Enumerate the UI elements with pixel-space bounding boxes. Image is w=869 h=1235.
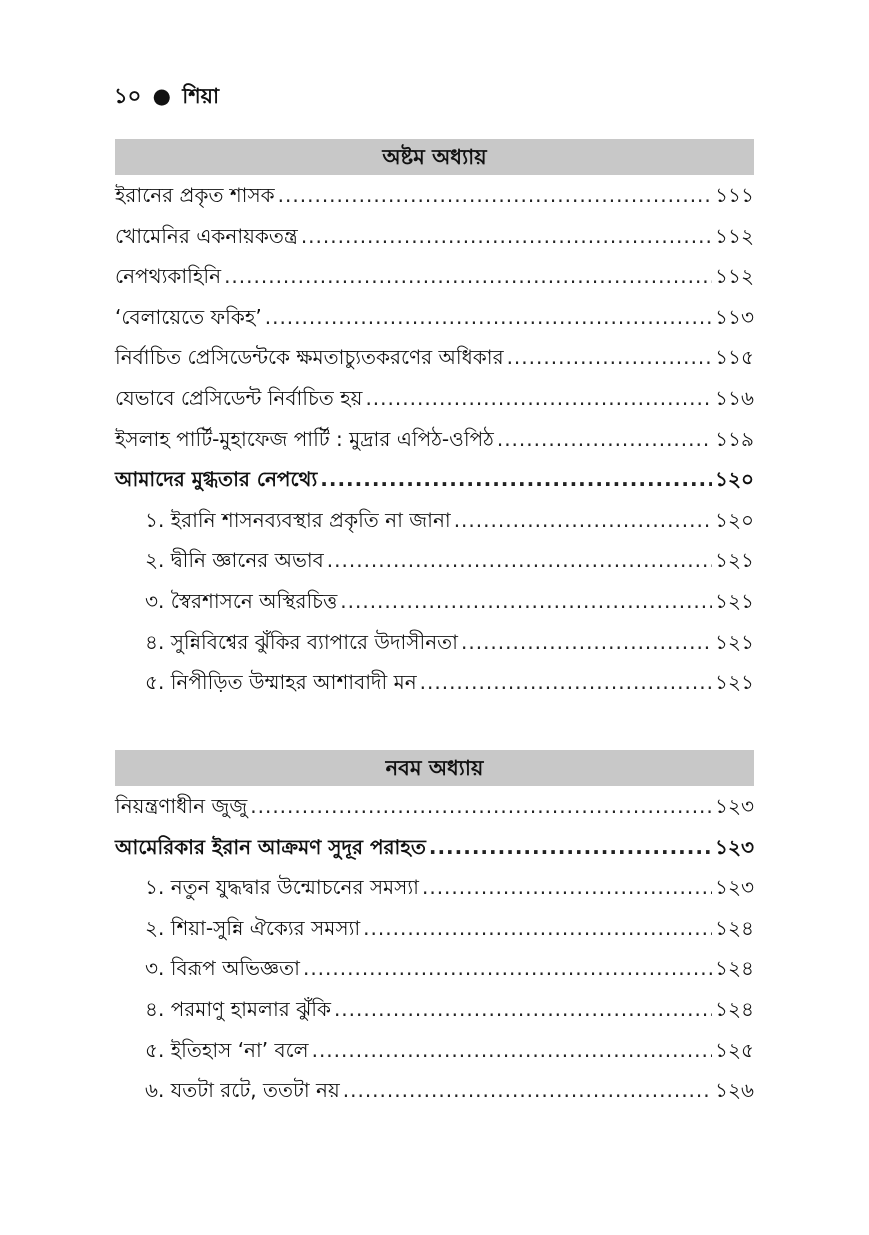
toc-entry [115,786,754,827]
toc-entry [115,256,754,297]
dot-leader [461,622,712,663]
toc-entry [115,297,754,338]
toc-entry-page: ১১৩ [715,304,754,329]
toc-entry-page: ১২৪ [715,915,754,940]
page-number: ১০ [114,84,142,108]
dot-leader [250,786,712,827]
toc-entry-title: আমাদের মুগ্ধতার নেপথ্যে [115,467,318,492]
toc-entry-title: ১. ইরানি শাসনব্যবস্থার প্রকৃতি না জানা [145,507,451,532]
toc-entry [115,216,754,257]
toc-entry-title: ২. শিয়া-সুন্নি ঐক্যের সমস্যা [145,915,361,940]
dot-leader [327,540,712,581]
chapter-9-section [115,750,754,1111]
toc-entry [115,1030,754,1071]
bullet-separator: ● [152,84,171,108]
toc-list [115,786,754,1111]
toc-entry [115,662,754,703]
toc-entry [115,581,754,622]
toc-entry-title: ৫. ইতিহাস ‘না’ বলে [145,1037,309,1062]
dot-leader [303,948,712,989]
toc-entry-page: ১১২ [715,264,754,289]
toc-entry [115,419,754,460]
toc-entry [115,622,754,663]
toc-entry-page: ১২০ [715,507,754,532]
chapter-8-section [115,139,754,703]
toc-entry [115,827,754,868]
toc-entry-page: ১২১ [715,670,754,695]
toc-entry-title: ৬. যতটা রটে, ততটা নয় [145,1078,340,1103]
toc-entry [115,337,754,378]
dot-leader [312,1030,712,1071]
toc-entry-title: নিয়ন্ত্রণাধীন জুজু [115,794,248,818]
toc-entry-title: যেভাবে প্রেসিডেন্ট নির্বাচিত হয় [115,385,363,410]
toc-entry-page: ১২১ [715,588,754,613]
dot-leader [429,827,712,868]
toc-entry-title: আমেরিকার ইরান আক্রমণ সুদূর পরাহত [115,834,426,859]
toc-entry [115,175,754,216]
toc-entry-title: ইসলাহ পার্টি-মুহাফেজ পার্টি : মুদ্রার এপিঠ-ওপিঠ [115,426,494,451]
toc-entry-title: নির্বাচিত প্রেসিডেন্টকে ক্ষমতাচ্যুতকরণের অধিকার [115,345,504,370]
toc-entry-page: ১১৬ [715,385,754,410]
chapter-heading: নবম অধ্যায় [115,750,754,786]
toc-entry [115,1070,754,1111]
dot-leader [422,867,712,908]
dot-leader [320,459,712,500]
toc-entry-page: ১১৯ [715,426,754,451]
toc-entry [115,989,754,1030]
toc-entry [115,459,754,500]
dot-leader [420,662,712,703]
chapter-heading: অষ্টম অধ্যায় [115,139,754,175]
toc-entry [115,500,754,541]
toc-entry [115,908,754,949]
toc-entry-page: ১১৫ [715,345,754,370]
dot-leader [301,216,712,257]
dot-leader [497,419,712,460]
toc-entry-title: ৩. স্বৈরশাসনে অস্থিরচিত্ত [145,588,338,613]
dot-leader [343,1070,712,1111]
toc-entry-title: নেপথ্যকাহিনি [115,264,222,289]
toc-entry [115,948,754,989]
running-header [114,80,219,115]
toc-entry-page: ১২৩ [715,834,754,859]
toc-entry-title: ৪. সুন্নিবিশ্বের ঝুঁকির ব্যাপারে উদাসীনতা [145,629,458,654]
dot-leader [454,500,712,541]
dot-leader [340,581,712,622]
dot-leader [278,175,712,216]
dot-leader [363,908,712,949]
toc-list [115,175,754,703]
dot-leader [507,337,712,378]
dot-leader [224,256,712,297]
book-title: শিয়া [182,84,220,108]
toc-entry-page: ১২৩ [715,875,754,900]
toc-entry-title: ইরানের প্রকৃত শাসক [115,183,275,207]
toc-entry [115,540,754,581]
toc-entry-page: ১২১ [715,629,754,654]
toc-entry-page: ১২৩ [715,794,754,818]
dot-leader [365,378,712,419]
toc-entry-title: খোমেনির একনায়কতন্ত্র [115,223,298,248]
toc-entry-title: ৩. বিরূপ অভিজ্ঞতা [145,956,300,981]
toc-entry-page: ১২০ [715,467,754,492]
toc-entry-page: ১২১ [715,548,754,573]
toc-entry [115,867,754,908]
toc-entry-title: ২. দ্বীনি জ্ঞানের অভাব [145,548,324,573]
toc-entry-page: ১২৪ [715,996,754,1021]
toc-entry-title: ১. নতুন যুদ্ধদ্বার উন্মোচনের সমস্যা [145,875,419,900]
toc-entry-page: ১১১ [715,183,754,207]
toc-entry [115,378,754,419]
dot-leader [265,297,712,338]
toc-entry-title: ৪. পরমাণু হামলার ঝুঁকি [145,996,331,1021]
toc-entry-title: ৫. নিপীড়িত উম্মাহর আশাবাদী মন [145,670,417,695]
dot-leader [334,989,712,1030]
toc-entry-page: ১১২ [715,223,754,248]
toc-entry-title: ‘বেলায়েতে ফকিহ’ [115,304,262,329]
toc-entry-page: ১২৫ [715,1037,754,1062]
toc-entry-page: ১২৪ [715,956,754,981]
toc-entry-page: ১২৬ [715,1078,754,1103]
